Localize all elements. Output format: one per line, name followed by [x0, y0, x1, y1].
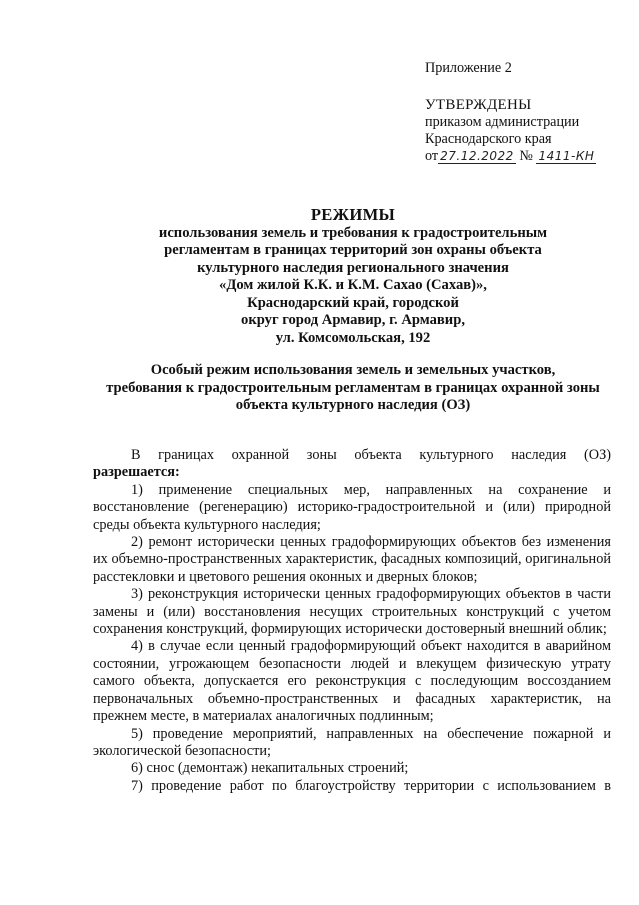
intro-paragraph: В границах охранной зоны объекта культурного наследия (ОЗ)	[131, 447, 611, 463]
title-line: культурного наследия регионального значения	[197, 259, 509, 276]
order-number-handwritten: 1411-КН	[538, 149, 595, 163]
title-line: Краснодарский край, городской	[247, 294, 459, 311]
order-from-label: от	[425, 148, 439, 164]
list-item: 7) проведение работ по благоустройству территории с использованием в	[131, 777, 611, 794]
title-line: «Дом жилой К.К. и К.М. Сахао (Сахав)»,	[219, 277, 487, 293]
appendix-label: Приложение 2	[425, 60, 512, 76]
list-item: 4) в случае если ценный градоформирующий объект находится в аварийном состоянии, угрожающем безопасности людей и влекущем физическую утрату самого объекта, допускается его реконструкция с последующим воссозданием первоначальных объемно-пространственных и фасадных характеристик, на прежнем месте, в материалах аналогичных подлинным;	[93, 638, 611, 725]
section-line: требования к градостроительным регламентам в границах охранной зоны	[106, 379, 600, 396]
title-line: округ город Армавир, г. Армавир,	[241, 312, 465, 328]
order-date-line	[425, 148, 630, 165]
list-item: 5) проведение мероприятий, направленных на обеспечение пожарной и экологической безопасности;	[93, 725, 611, 759]
list-item: 3) реконструкция исторически ценных градоформирующих объектов в части замены и (или) восстановления несущих строительных конструкций с учетом сохранения конструкций, формирующих исторически достоверный внешний облик;	[93, 586, 611, 638]
document-body	[93, 447, 611, 795]
approved-label: УТВЕРЖДЕНЫ	[425, 97, 532, 113]
section-line: Особый режим использования земель и земельных участков,	[150, 362, 556, 378]
section-heading	[88, 362, 618, 415]
title-line: ул. Комсомольская, 192	[275, 329, 431, 346]
allowed-label: разрешается:	[93, 464, 180, 481]
title-heading: РЕЖИМЫ	[310, 205, 396, 224]
list-item: 1) применение специальных мер, направленных на сохранение и восстановление (регенерацию) историко-градостроительной и (или) природной среды объекта культурного наследия;	[93, 481, 611, 533]
order-line-1: приказом администрации	[425, 114, 580, 130]
document-title	[100, 206, 606, 347]
order-date-handwritten: 27.12.2022	[440, 149, 514, 163]
list-item: 6) снос (демонтаж) некапитальных строений;	[131, 760, 409, 777]
title-line: регламентам в границах территорий зон охраны объекта	[164, 242, 542, 258]
order-number-sign: №	[519, 148, 533, 164]
order-line-2: Краснодарского края	[425, 131, 552, 147]
section-line: объекта культурного наследия (ОЗ)	[235, 397, 471, 413]
approval-block	[425, 60, 630, 165]
title-line: использования земель и требования к градостроительным	[158, 224, 548, 241]
list-item: 2) ремонт исторически ценных градоформирующих объектов без изменения их объемно-пространственных характеристик, фасадных композиций, оригинальной расстекловки и цветового решения оконных и дверных блоков;	[93, 534, 611, 585]
